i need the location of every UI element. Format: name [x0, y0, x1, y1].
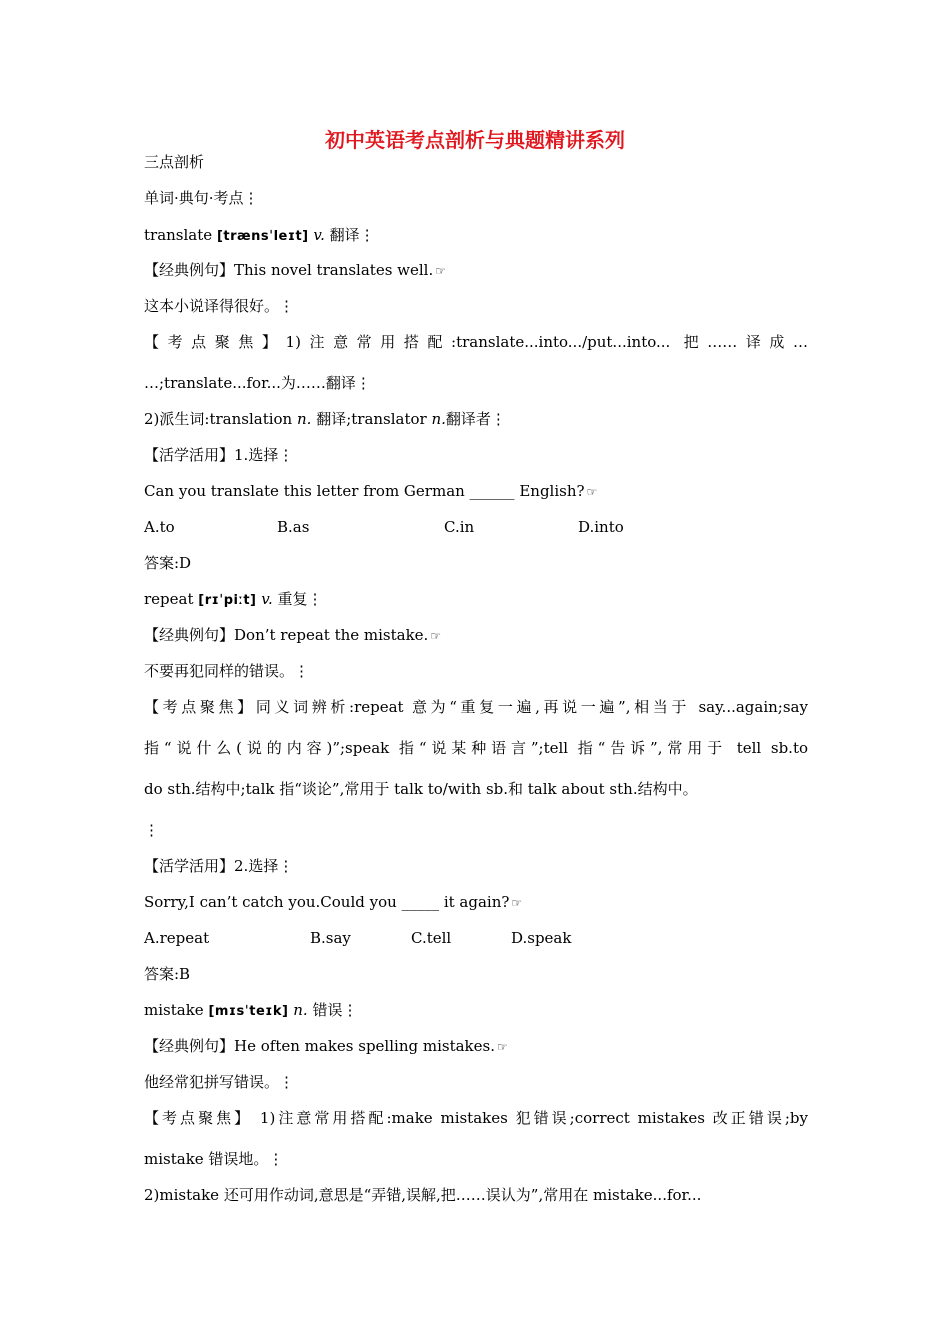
option-c: C.tell	[411, 929, 452, 947]
focus-text: 1)注意常用搭配:make mistakes 犯错误;correct mistakes 改正错误;by	[252, 1109, 808, 1127]
example-text: Don’t repeat the mistake.	[234, 626, 429, 644]
meaning: 翻译⋮	[329, 226, 375, 244]
practice-heading	[144, 857, 808, 875]
phonetic: [rɪˈpiːt]	[198, 593, 257, 608]
question	[144, 893, 808, 912]
option-d: D.speak	[511, 929, 572, 947]
label: 【活学活用】	[144, 446, 235, 464]
focus-line: ⋮	[144, 821, 159, 839]
phonetic: [mɪsˈteɪk]	[208, 1004, 289, 1019]
label: 【活学活用】	[144, 857, 235, 875]
entry-repeat	[144, 590, 808, 610]
label: 【经典例句】	[144, 1037, 235, 1055]
part-of-speech: v.	[313, 226, 325, 244]
meaning: 错误⋮	[312, 1001, 358, 1019]
meaning: 重复⋮	[277, 590, 323, 608]
subheading: 单词·典句·考点⋮	[144, 189, 259, 207]
answer: 答案:B	[144, 965, 191, 983]
question-text: Can you translate this letter from German ______ English?	[144, 482, 585, 500]
entry-mistake	[144, 1001, 808, 1021]
practice-heading	[144, 446, 808, 464]
focus-line	[144, 410, 808, 428]
part-of-speech: v.	[261, 590, 273, 608]
hand-pointer-icon: ☞	[511, 896, 523, 910]
option-a: A.to	[144, 518, 175, 536]
label: 【考点聚焦】	[144, 1109, 253, 1127]
hand-pointer-icon: ☞	[496, 1040, 508, 1054]
example-translation: 他经常犯拼写错误。⋮	[144, 1073, 295, 1091]
label: 【经典例句】	[144, 261, 235, 279]
question-text: Sorry,I can’t catch you.Could you _____ it again?	[144, 893, 510, 911]
focus-line: mistake 错误地。⋮	[144, 1150, 284, 1168]
label: 【考点聚焦】	[144, 333, 286, 351]
option-b: B.as	[277, 518, 310, 536]
focus-line: 指“说什么(说的内容)”;speak 指“说某种语言”;tell 指“告诉”,常用于 tell sb.to	[144, 739, 808, 757]
option-b: B.say	[310, 929, 351, 947]
focus-line	[144, 333, 808, 351]
focus-line: …;translate...for...为……翻译⋮	[144, 374, 371, 392]
label: 【考点聚焦】	[144, 698, 256, 716]
focus-text: 1)注意常用搭配:translate...into.../put...into... 把……译成…	[285, 333, 808, 351]
entry-word: repeat	[144, 590, 194, 608]
entry-word: translate	[144, 226, 213, 244]
focus-text: 翻译者⋮	[445, 410, 506, 428]
hand-pointer-icon: ☞	[435, 264, 447, 278]
focus-text: 2)派生词:translation	[144, 410, 297, 428]
focus-line: do sth.结构中;talk 指“谈论”,常用于 talk to/with sb.和 talk about sth.结构中。	[144, 780, 698, 798]
option-a: A.repeat	[144, 929, 210, 947]
focus-text: 翻译;translator	[311, 410, 432, 428]
example-sentence	[144, 261, 808, 280]
option-d: D.into	[578, 518, 624, 536]
phonetic: [trænsˈleɪt]	[216, 229, 309, 244]
label: 【经典例句】	[144, 626, 235, 644]
section-heading: 三点剖析	[144, 153, 205, 171]
practice-text: 2.选择⋮	[234, 857, 294, 875]
practice-text: 1.选择⋮	[234, 446, 294, 464]
hand-pointer-icon: ☞	[430, 629, 442, 643]
entry-translate	[144, 226, 808, 246]
example-translation: 不要再犯同样的错误。⋮	[144, 662, 310, 680]
example-translation: 这本小说译得很好。⋮	[144, 297, 295, 315]
focus-line	[144, 1109, 808, 1127]
document-title: 初中英语考点剖析与典题精讲系列	[325, 128, 625, 152]
answer: 答案:D	[144, 554, 192, 572]
part-of-speech: n.	[296, 410, 312, 428]
entry-word: mistake	[144, 1001, 204, 1019]
example-text: This novel translates well.	[234, 261, 434, 279]
hand-pointer-icon: ☞	[586, 485, 598, 499]
part-of-speech: n.	[293, 1001, 308, 1019]
part-of-speech: n.	[431, 410, 446, 428]
option-c: C.in	[444, 518, 475, 536]
focus-text: 同义词辨析:repeat 意为“重复一遍,再说一遍”,相当于 say...again;say	[255, 698, 808, 716]
question	[144, 482, 808, 501]
example-text: He often makes spelling mistakes.	[234, 1037, 495, 1055]
focus-line	[144, 698, 808, 716]
example-sentence	[144, 626, 808, 645]
focus-line: 2)mistake 还可用作动词,意思是“弄错,误解,把……误认为”,常用在 mistake...for...	[144, 1186, 702, 1204]
example-sentence	[144, 1037, 808, 1056]
